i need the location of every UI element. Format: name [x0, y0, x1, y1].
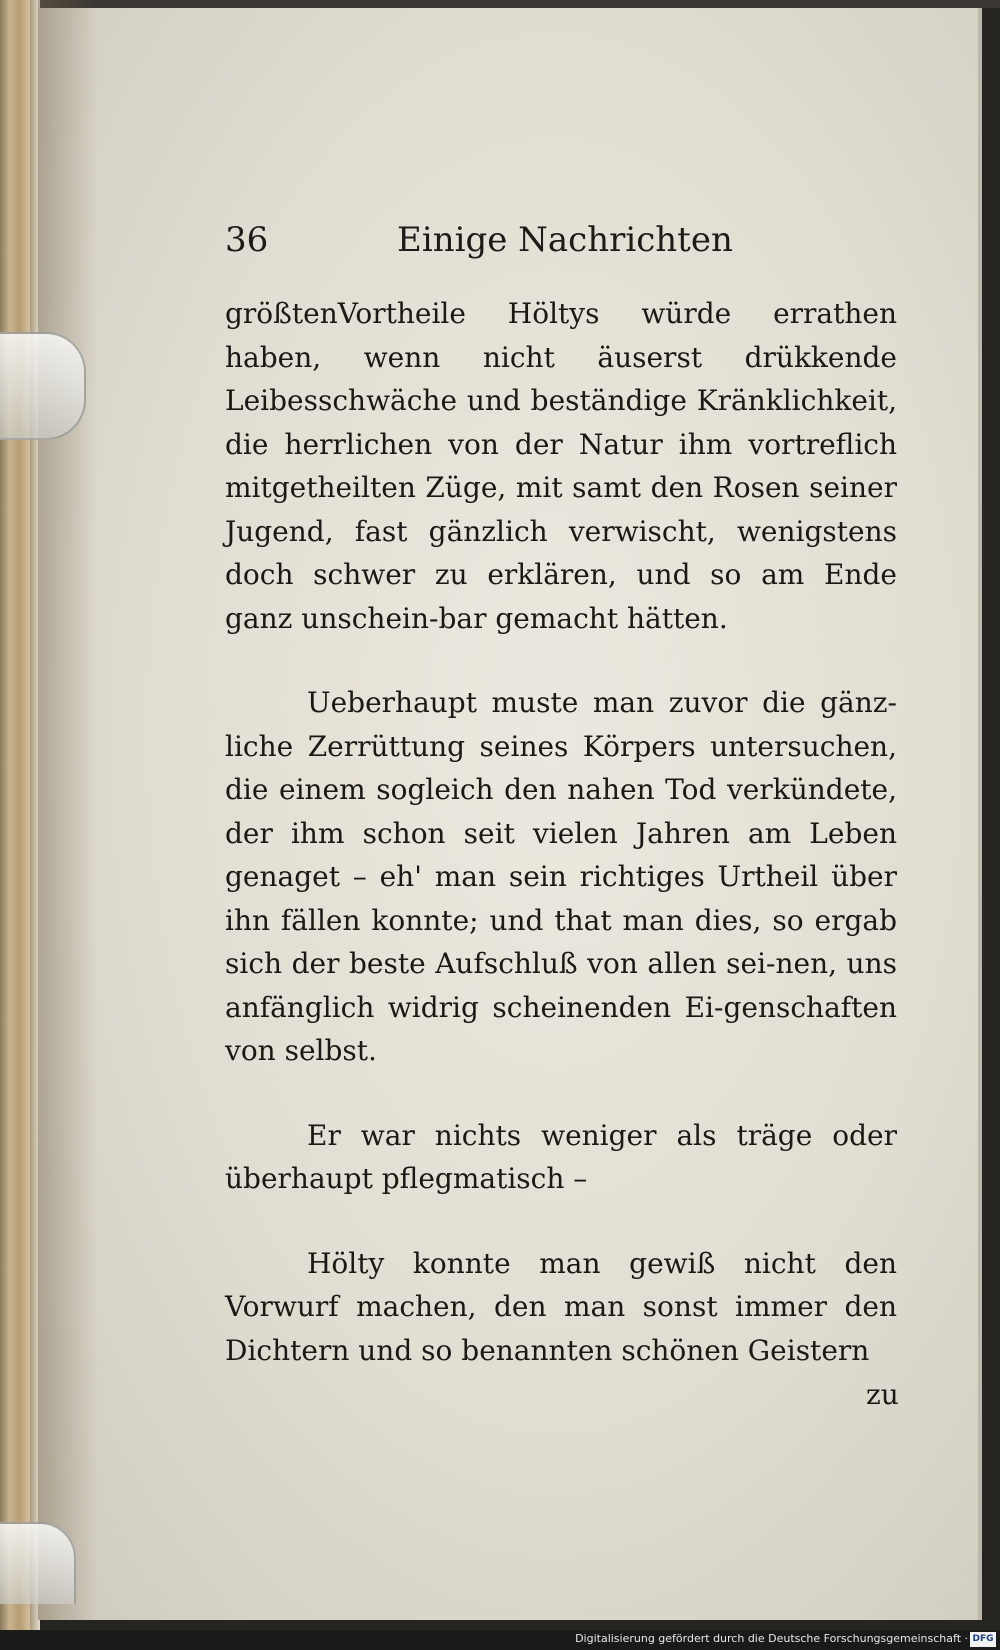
paragraph-2: Ueberhaupt muste man zuvor die gänz-liche Zerrüttung seines Körpers untersuchen, die einem sogleich den nahen Tod verkündete, der ihm schon seit vielen Jahren am Leben genaget – eh' man sein richtiges Urtheil über ihn fällen konnte; und that man dies, so ergab sich der beste Aufschluß von allen sei-nen, uns anfänglich widrig scheinenden Ei-genschaften von selbst.	[225, 686, 897, 1067]
funding-credit: Digitalisierung gefördert durch die Deutsche Forschungsgemeinschaft ·	[575, 1632, 968, 1645]
running-title: Einige Nachrichten	[397, 220, 733, 260]
page-body	[225, 292, 897, 1372]
page-header	[225, 220, 925, 276]
book-spine	[0, 0, 32, 1650]
paragraph-1: größtenVortheile Höltys würde errathen haben, wenn nicht äuserst drükkende Leibesschwäche und beständige Kränklichkeit, die herrlichen von der Natur ihm vortreflich mitgetheilten Züge, mit samt den Rosen seiner Jugend, fast gänzlich verwischt, wenigstens doch schwer zu erklären, und so am Ende ganz unschein-bar gemacht hätten.	[225, 297, 897, 635]
paragraph-4: Hölty konnte man gewiß nicht den Vorwurf machen, den man sonst immer den Dichtern und so benannten schönen Geistern	[225, 1246, 897, 1367]
dfg-logo: DFG	[970, 1632, 996, 1647]
page-number: 36	[225, 220, 269, 260]
page-clip-top	[0, 332, 86, 440]
catchword: zu	[866, 1378, 899, 1411]
gutter-shadow	[38, 0, 98, 1620]
paragraph-3: Er war nichts weniger als träge oder überhaupt pflegmatisch –	[225, 1118, 897, 1195]
top-edge	[0, 0, 1000, 8]
page-clip-bottom	[0, 1522, 76, 1604]
